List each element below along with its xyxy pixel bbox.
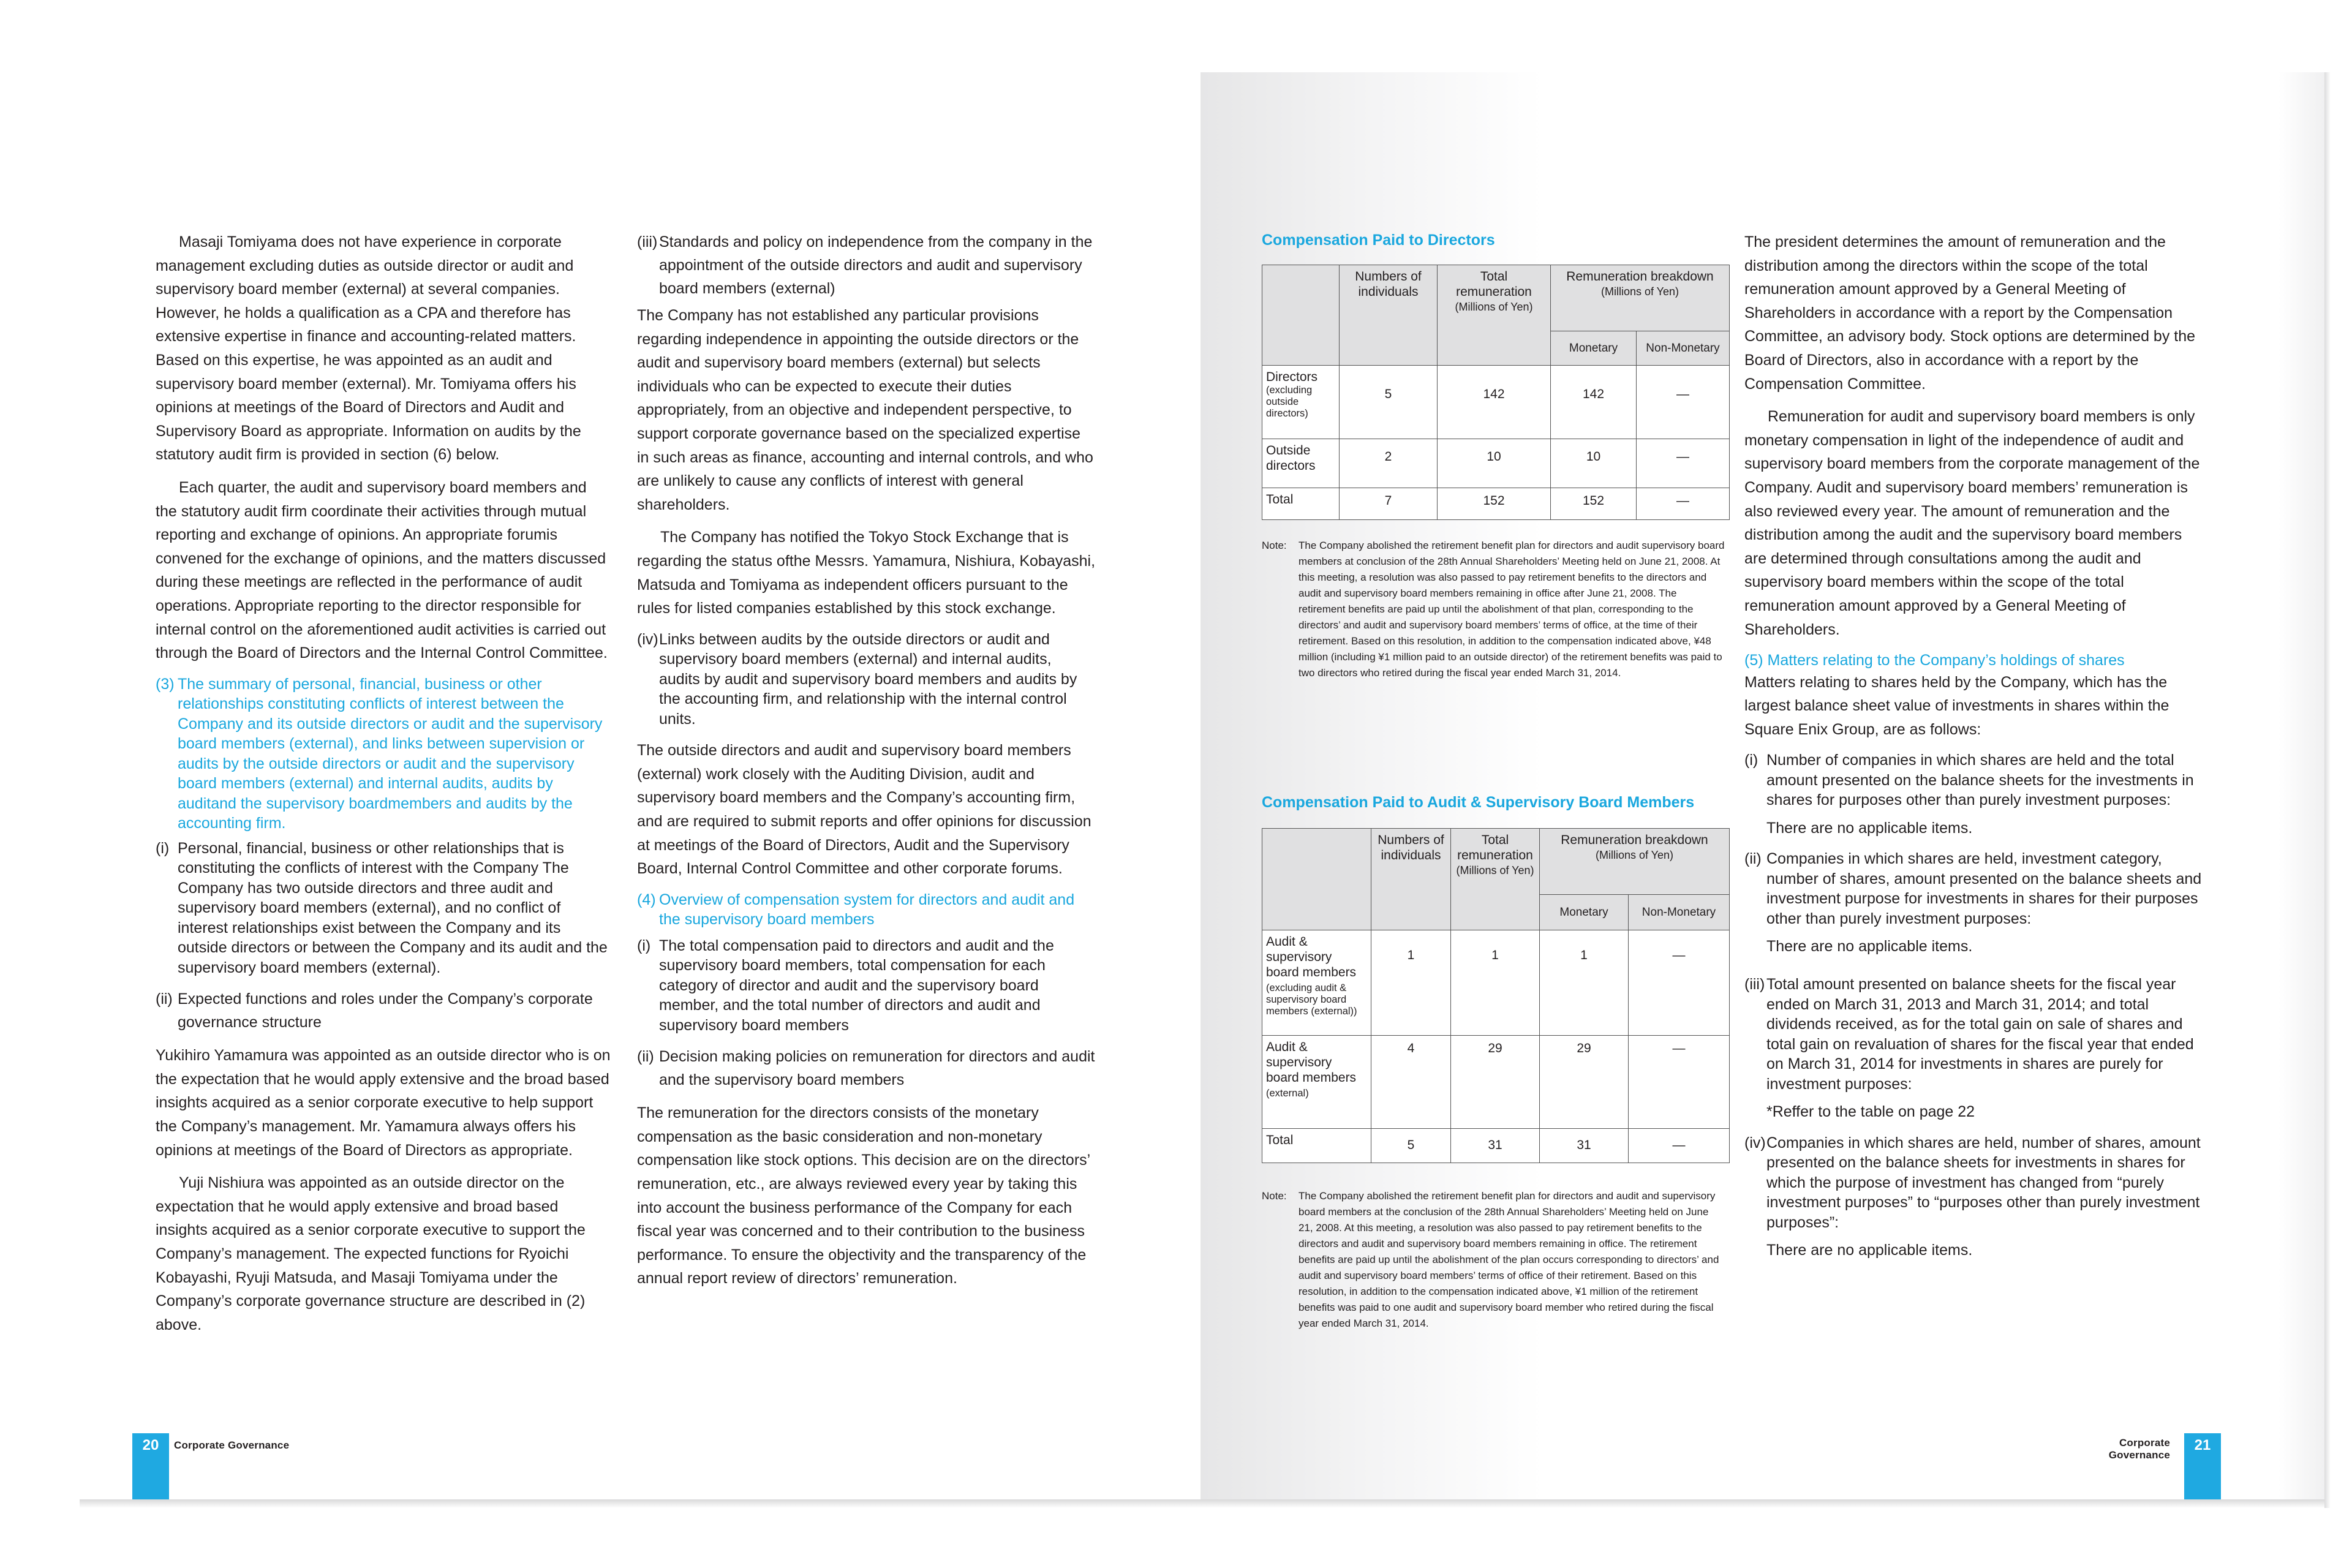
- header-text: Numbers of individuals: [1378, 833, 1444, 862]
- row-label: Outside directors: [1262, 439, 1340, 488]
- list-text: Number of companies in which shares are held and the total amount presented on the balance sheets for the investments in shares for purposes other than purely investment purposes:: [1766, 752, 2194, 809]
- list-text: Companies in which shares are held, number of shares, amount presented on the balance sheets for investments in shares for which the purpose of investment has changed from “purely investment purposes” to “purposes other than purely investment purposes”:: [1766, 1134, 2201, 1231]
- list-text: Personal, financial, business or other relationships that is constituting the conflicts of interest with the Company The Company has two outside directors and three audit and supervisory board members (external), and no conflict of interest relationships exist between the Company and its outside directors or between the Company and its audit and the supervisory board members (external).: [178, 839, 608, 976]
- section-heading-3: [156, 674, 612, 834]
- paragraph: Each quarter, the audit and supervisory board members and the statutory audit firm coordinate their activities through mutual reporting and exchange of opinions. An appropriate forumis convened for the exchange of opinions, and the matters discussed during these meetings are reflected in the performance of audit operations. Appropriate reporting to the director responsible for internal control on the aforementioned audit activities is carried out through the Board of Directors and the Internal Control Committee.: [156, 478, 608, 662]
- cell-total: 1: [1451, 930, 1540, 1036]
- list-text: Total amount presented on balance sheets for the fiscal year ended on March 31, 2013 and March 31, 2014; and total dividends received, as for the total gain on sale of shares and total gain on revaluation of shares for the fiscal year that ended on March 31, 2014 for investments in shares are purely for investment purposes:: [1766, 976, 2194, 1093]
- header-text: Remuneration breakdown: [1561, 833, 1708, 847]
- list-marker: (iv): [637, 630, 658, 648]
- section-heading-5: (5) Matters relating to the Company’s holdings of shares: [1744, 652, 2125, 669]
- heading-number: (3): [156, 675, 175, 693]
- cell-monetary: 152: [1551, 488, 1637, 520]
- table-row: [1262, 930, 1730, 1036]
- cell-nonmonetary: —: [1629, 1036, 1730, 1129]
- heading-text: The summary of personal, financial, business or other relationships constituting conflicts of interest between the Company and its outside directors or audit and the supervisory board members (external), and links between supervision or audits by the outside directors or audit and the supervisory board members (external) and internal audits, audits by auditand the supervisory boardmembers and audits by the accounting firm.: [178, 675, 603, 832]
- header-nonmonetary: Non-Monetary: [1637, 331, 1730, 366]
- page-number-right: 21: [2184, 1433, 2221, 1499]
- heading-number: (4): [637, 891, 656, 908]
- row-label: [1262, 1036, 1371, 1129]
- corner-cell: [1262, 829, 1371, 930]
- list-text: Expected functions and roles under the Company’s corporate governance structure: [178, 990, 593, 1031]
- list-item: [1744, 974, 2205, 1094]
- paragraph: Yukihiro Yamamura was appointed as an outside director who is on the expectation that he would apply extensive and the broad based insights acquired as a senior corporate executive to help support the Company’s management. Mr. Yamamura always offers his opinions at meetings of the Board of Directors as appropriate.: [156, 1047, 611, 1159]
- list-item: [637, 1045, 1096, 1091]
- list-marker: (iii): [1744, 976, 1765, 993]
- header-total: [1438, 265, 1551, 366]
- list-text: Decision making policies on remuneration for directors and audit and the supervisory board members: [659, 1048, 1095, 1089]
- note-text: The Company abolished the retirement benefit plan for directors and audit and supervisory board members at the conclusion of the 28th Annual Shareholders’ Meeting held on June 21, 2008. At this meeting, a resolution was also passed to pay retirement benefits to the directors and audit and supervisory board members remaining in office. The retirement benefits are paid up until the abolishment of the plan occurs corresponding to directors’ and audit and supervisory board members’ terms of office of their retirement. Based on this resolution, in addition to the compensation indicated above, ¥1 million of the retirement benefits was paid to one audit and supervisory board member who retired during the fiscal year ended March 31, 2014.: [1298, 1190, 1719, 1329]
- row-label: Total: [1262, 488, 1340, 520]
- cell-total: 10: [1438, 439, 1551, 488]
- header-unit: (Millions of Yen): [1595, 849, 1674, 861]
- list-item: [637, 630, 1096, 729]
- row-label-text: Audit & supervisory board members: [1266, 1040, 1357, 1085]
- list-item: [1744, 849, 2205, 929]
- list-item: [1744, 1133, 2205, 1233]
- cell-monetary: 29: [1540, 1036, 1629, 1129]
- list-marker: (ii): [1744, 850, 1762, 868]
- cell-total: 29: [1451, 1036, 1540, 1129]
- left-column-2: [637, 230, 1096, 1300]
- header-unit: (Millions of Yen): [1455, 301, 1533, 313]
- list-marker: (ii): [637, 1048, 654, 1066]
- heading-text: Overview of compensation system for directors and audit and the supervisory board members: [659, 891, 1075, 929]
- list-text: Links between audits by the outside directors or audit and supervisory board members (external) and internal audits, audits by audit and supervisory board members and audits by the accounting firm, and relationship with the internal control units.: [659, 630, 1077, 728]
- paragraph: Masaji Tomiyama does not have experience in corporate management excluding duties as outside director or audit and supervisory board member (external) at several companies. However, he holds a qualification as a CPA and therefore has extensive expertise in finance and accounting-related matters. Based on this expertise, he was appointed as an audit and supervisory board member (external). Mr. Tomiyama offers his opinions at meetings of the Board of Directors and Audit and Supervisory Board as appropriate. Information on audits by the statutory audit firm is provided in section (6) below.: [156, 233, 581, 464]
- cell-numbers: 4: [1371, 1036, 1451, 1129]
- paragraph: The president determines the amount of remuneration and the distribution among the directors within the scope of the total remuneration amount approved by a General Meeting of Shareholders in accordance with a report by the Compensation Committee, an advisory body. Stock options are determined by the Board of Directors, also in accordance with a report by the Compensation Committee.: [1744, 233, 2196, 393]
- cell-nonmonetary: —: [1629, 930, 1730, 1036]
- cell-monetary: 142: [1551, 366, 1637, 439]
- header-text: Total remuneration: [1457, 833, 1533, 862]
- note-text: The Company abolished the retirement benefit plan for directors and audit supervisory board members at conclusion of the 28th Annual Shareholders’ Meeting held on June 21, 2008. At this meeting, a resolution was also passed to pay retirement benefits to the directors and audit and supervisory board members remaining in office after June 21, 2008. The retirement benefits are paid up until the abolishment of that plan, corresponding to the directors’ and audit and supervisory board members’ terms of office, at the time of their retirement. Based on this resolution, in addition to the compensation indicated above, ¥48 million (including ¥1 million paid to an outside director) of the retirement benefits was paid to two directors who retired during the fiscal year ended March 31, 2014.: [1298, 540, 1725, 679]
- cell-numbers: 5: [1340, 366, 1438, 439]
- page-shadow: [80, 1499, 2324, 1508]
- table-note: [1262, 1188, 1725, 1332]
- list-marker: (i): [1744, 752, 1758, 769]
- table-row: [1262, 1129, 1730, 1163]
- paragraph: Yuji Nishiura was appointed as an outside director on the expectation that he would apply extensive and broad based insights acquired as a senior corporate executive to support the Company’s management. The expected functions for Ryoichi Kobayashi, Ryuji Matsuda, and Masaji Tomiyama under the Company’s corporate governance structure are described in (2) above.: [156, 1174, 586, 1333]
- left-column-1: [156, 230, 612, 1346]
- corner-cell: [1262, 265, 1340, 366]
- table-row: [1262, 488, 1730, 520]
- page-number-left: 20: [132, 1433, 169, 1499]
- list-item: [1744, 750, 2205, 810]
- header-nonmonetary: Non-Monetary: [1629, 895, 1730, 930]
- footer-label-right: Corporate Governance: [2108, 1437, 2170, 1461]
- row-label-sub: (excluding audit & supervisory board members (external)): [1266, 982, 1357, 1017]
- list-item: [156, 839, 612, 978]
- paragraph: The Company has notified the Tokyo Stock Exchange that is regarding the status ofthe Messrs. Yamamura, Nishiura, Kobayashi, Matsuda and Tomiyama as independent officers pursuant to the rules for listed companies established by this stock exchange.: [637, 529, 1096, 617]
- list-marker: (iv): [1744, 1134, 1766, 1152]
- list-marker: (iii): [637, 233, 658, 251]
- row-label: [1262, 930, 1371, 1036]
- list-answer: *Reffer to the table on page 22: [1766, 1103, 1975, 1121]
- list-answer: There are no applicable items.: [1766, 819, 1973, 837]
- note-key: Note:: [1262, 540, 1287, 551]
- section-heading-4: [637, 890, 1096, 930]
- header-text: Total remuneration: [1456, 270, 1532, 299]
- table-note: [1262, 538, 1725, 681]
- paragraph: Matters relating to shares held by the Company, which has the largest balance sheet value of investments in shares within the Square Enix Group, are as follows:: [1744, 673, 2169, 738]
- cell-nonmonetary: —: [1637, 366, 1730, 439]
- list-item: [156, 987, 612, 1034]
- list-marker: (i): [156, 839, 170, 857]
- row-label-sub: (external): [1266, 1088, 1309, 1099]
- header-unit: (Millions of Yen): [1456, 864, 1534, 876]
- audit-compensation-table: [1262, 828, 1730, 1163]
- header-unit: (Millions of Yen): [1600, 285, 1679, 298]
- cell-monetary: 31: [1540, 1129, 1629, 1163]
- cell-total: 142: [1438, 366, 1551, 439]
- cell-numbers: 1: [1371, 930, 1451, 1036]
- list-text: Standards and policy on independence from the company in the appointment of the outside directors and audit and supervisory board members (external): [659, 233, 1093, 297]
- header-numbers: [1371, 829, 1451, 930]
- footer-label-left: Corporate Governance: [174, 1439, 290, 1451]
- cell-nonmonetary: —: [1629, 1129, 1730, 1163]
- page-shadow-right: [2324, 72, 2331, 1508]
- header-numbers: [1340, 265, 1438, 366]
- list-text: Companies in which shares are held, investment category, number of shares, amount presented on the balance sheets and investment purpose for investments in shares for their purposes other than purely investment purposes:: [1766, 850, 2202, 927]
- row-label-text: Directors: [1266, 370, 1318, 384]
- table-row: [1262, 439, 1730, 488]
- row-label-text: Audit & supervisory board members: [1266, 935, 1357, 979]
- paragraph: The remuneration for the directors consists of the monetary compensation as the basic consideration and non-monetary compensation like stock options. This decision are on the directors’ remuneration, etc., are always reviewed every year by taking this into account the business performance of the Company for each fiscal year was concerned and to their contribution to the business performance. To ensure the objectivity and the transparency of the annual report review of directors’ remuneration.: [637, 1104, 1090, 1287]
- header-text: Numbers of individuals: [1355, 270, 1422, 299]
- cell-total: 152: [1438, 488, 1551, 520]
- table-title-audit: Compensation Paid to Audit & Supervisory Board Members: [1262, 794, 1695, 811]
- list-answer: There are no applicable items.: [1766, 938, 1973, 956]
- row-label-sub: (excluding outside directors): [1266, 385, 1313, 419]
- cell-numbers: 2: [1340, 439, 1438, 488]
- list-marker: (ii): [156, 990, 173, 1008]
- list-item: [637, 230, 1096, 300]
- table-row: [1262, 366, 1730, 439]
- paragraph: The Company has not established any particular provisions regarding independence in appointing the outside directors or the audit and supervisory board members (external) but selects individuals who can be expected to execute their duties appropriately, from an objective and independent perspective, to support corporate governance based on the specialized expertise in such areas as finance, accounting and internal controls, and who are unlikely to cause any conflicts of interest with general shareholders.: [637, 307, 1093, 513]
- row-label: [1262, 366, 1340, 439]
- cell-total: 31: [1451, 1129, 1540, 1163]
- header-text: Remuneration breakdown: [1566, 270, 1714, 284]
- header-monetary: Monetary: [1540, 895, 1629, 930]
- header-breakdown: [1540, 829, 1730, 895]
- right-column: [1744, 230, 2205, 1272]
- row-label: Total: [1262, 1129, 1371, 1163]
- header-breakdown: [1551, 265, 1730, 331]
- cell-nonmonetary: —: [1637, 488, 1730, 520]
- cell-numbers: 7: [1340, 488, 1438, 520]
- note-key: Note:: [1262, 1190, 1287, 1202]
- list-answer: There are no applicable items.: [1766, 1242, 1973, 1259]
- directors-compensation-table: [1262, 265, 1730, 520]
- paragraph: Remuneration for audit and supervisory board members is only monetary compensation in light of the independence of audit and supervisory board members from the corporate management of the Company. Audit and supervisory board members’ remuneration is also reviewed every year. The amount of remuneration and the distribution among the audit and the supervisory board members are determined through consultations among the audit and supervisory board members within the scope of the total remuneration amount approved by a General Meeting of Shareholders.: [1744, 408, 2200, 638]
- list-item: [637, 936, 1096, 1036]
- cell-monetary: 1: [1540, 930, 1629, 1036]
- header-monetary: Monetary: [1551, 331, 1637, 366]
- cell-numbers: 5: [1371, 1129, 1451, 1163]
- table-title-directors: Compensation Paid to Directors: [1262, 232, 1495, 249]
- list-marker: (i): [637, 937, 651, 954]
- paragraph: The outside directors and audit and supervisory board members (external) work closely with the Auditing Division, audit and supervisory board members and the Company’s accounting firm, and are required to submit reports and offer opinions for discussion at meetings of the Board of Directors, Audit and the Supervisory Board, Internal Control Committee and other corporate forums.: [637, 742, 1091, 878]
- table-row: [1262, 1036, 1730, 1129]
- header-total: [1451, 829, 1540, 930]
- cell-nonmonetary: —: [1637, 439, 1730, 488]
- cell-monetary: 10: [1551, 439, 1637, 488]
- list-text: The total compensation paid to directors and audit and the supervisory board members, total compensation for each category of director and audit and the supervisory board member, and the total number of directors and audit and supervisory board members: [659, 937, 1054, 1034]
